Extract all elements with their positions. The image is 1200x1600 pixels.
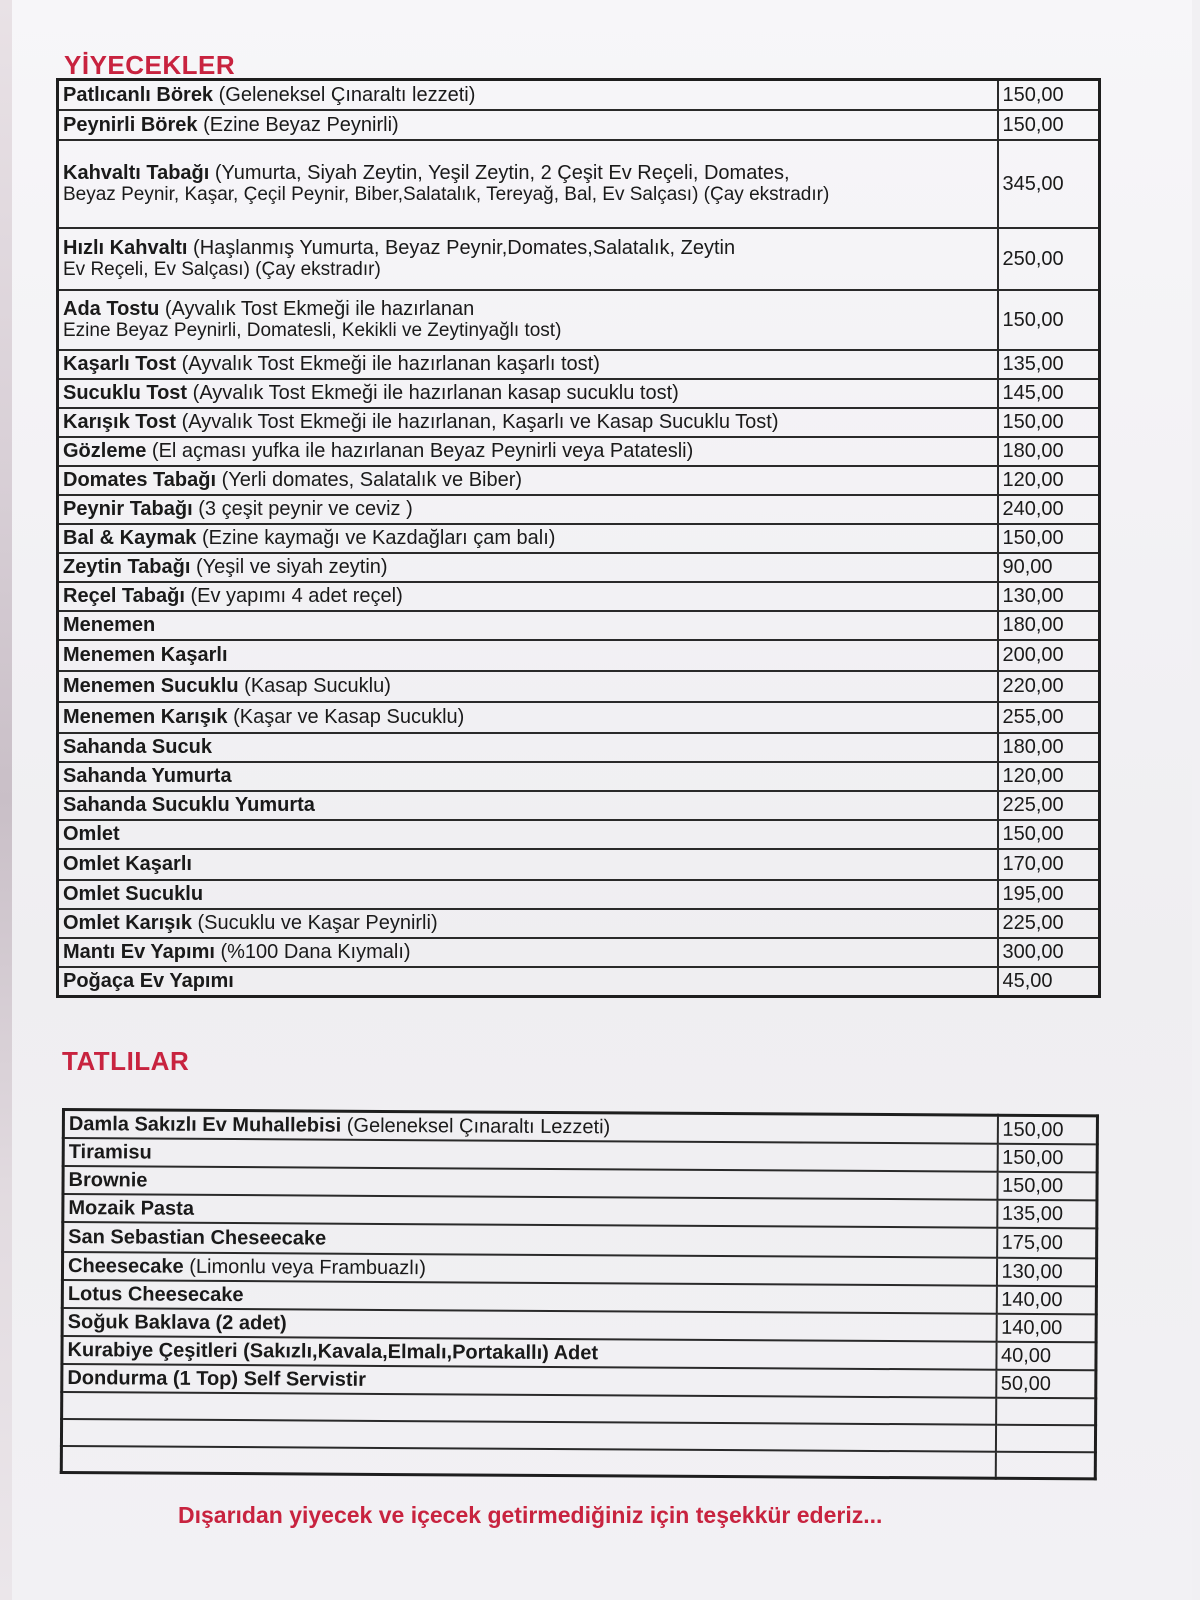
menu-item-name: San Sebastian Cheseecake <box>68 1225 327 1250</box>
menu-item-cell <box>58 495 998 524</box>
menu-item-cell <box>58 640 998 671</box>
menu-row <box>58 140 1100 228</box>
menu-row <box>58 640 1100 671</box>
menu-item-name: Dondurma (1 Top) Self Servistir <box>67 1366 366 1391</box>
menu-row <box>58 110 1100 140</box>
menu-item-cell <box>58 702 998 733</box>
menu-row <box>58 495 1100 524</box>
menu-item-description: (Yumurta, Siyah Zeytin, Yeşil Zeytin, 2 Çeşit Ev Reçeli, Domates, <box>214 161 790 184</box>
menu-item-cell <box>58 110 998 140</box>
menu-row <box>58 671 1100 702</box>
menu-item-name: Ada Tostu <box>63 297 160 320</box>
menu-item-name: Mantı Ev Yapımı <box>63 941 215 963</box>
menu-item-price: 135,00 <box>997 1199 1097 1228</box>
menu-item-description: (Kasap Sucuklu) <box>244 675 391 697</box>
menu-item-price: 200,00 <box>998 640 1100 671</box>
menu-item-name: Sucuklu Tost <box>63 382 188 404</box>
menu-row <box>58 611 1100 640</box>
menu-item-price: 120,00 <box>998 762 1100 791</box>
menu-item-price <box>995 1424 1095 1452</box>
menu-item-name: Omlet <box>63 823 120 845</box>
menu-item-cell <box>58 671 998 702</box>
menu-item-price <box>995 1451 1095 1479</box>
menu-item-name: Omlet Kaşarlı <box>63 853 192 875</box>
menu-item-description: (Sucuklu ve Kaşar Peynirli) <box>197 912 438 934</box>
menu-item-cell <box>58 938 998 967</box>
menu-row <box>58 909 1100 938</box>
menu-item-name: Tiramisu <box>68 1140 152 1164</box>
menu-item-name: Bal & Kaymak <box>63 527 197 549</box>
menu-row <box>58 290 1100 350</box>
menu-row <box>58 524 1100 553</box>
menu-item-cell <box>58 880 998 909</box>
menu-item-cell <box>58 733 998 762</box>
menu-item-name: Menemen <box>63 614 156 636</box>
menu-item-cell <box>58 466 998 495</box>
menu-item-description: (Yerli domates, Salatalık ve Biber) <box>221 469 523 491</box>
menu-item-price: 220,00 <box>998 671 1100 702</box>
menu-row <box>58 350 1100 379</box>
menu-item-cell <box>58 553 998 582</box>
menu-item-cell <box>58 379 998 408</box>
menu-item-cell <box>58 80 998 110</box>
menu-item-name: Omlet Sucuklu <box>63 883 204 905</box>
menu-item-price: 40,00 <box>996 1341 1096 1370</box>
menu-item-description-line2: Beyaz Peynir, Kaşar, Çeçil Peynir, Biber,Salatalık, Tereyağ, Bal, Ev Salçası) (Çay ekstradır) <box>63 183 830 205</box>
menu-item-price: 45,00 <box>998 967 1100 997</box>
menu-item-description: (Ezine kaymağı ve Kazdağları çam balı) <box>201 527 556 549</box>
menu-item-price: 150,00 <box>998 820 1100 849</box>
menu-item-name: Menemen Karışık <box>63 706 228 728</box>
menu-item-description: (Geleneksel Çınaraltı lezzeti) <box>218 83 476 106</box>
menu-item-price: 90,00 <box>998 553 1100 582</box>
menu-item-name: Zeytin Tabağı <box>63 556 191 578</box>
menu-item-name: Domates Tabağı <box>63 469 216 491</box>
menu-item-cell <box>58 791 998 820</box>
menu-item-name: Menemen Sucuklu <box>63 675 239 697</box>
menu-item-price: 150,00 <box>998 524 1100 553</box>
menu-item-description: (Ayvalık Tost Ekmeği ile hazırlanan <box>164 297 475 320</box>
menu-item-name: Poğaça Ev Yapımı <box>63 970 234 993</box>
menu-item-price: 345,00 <box>998 140 1100 228</box>
menu-row <box>58 762 1100 791</box>
menu-item-cell <box>61 1446 995 1479</box>
menu-item-name: Sahanda Sucuk <box>63 736 212 758</box>
menu-row <box>58 437 1100 466</box>
menu-item-price: 140,00 <box>996 1313 1096 1342</box>
menu-item-name: Sahanda Yumurta <box>63 765 232 787</box>
menu-item-description: (Ev yapımı 4 adet reçel) <box>190 585 403 607</box>
menu-item-description-line2: Ev Reçeli, Ev Salçası) (Çay ekstradır) <box>63 258 381 280</box>
menu-item-price: 150,00 <box>998 80 1100 110</box>
menu-item-description: (Ezine Beyaz Peynirli) <box>203 113 399 136</box>
menu-item-cell <box>58 582 998 611</box>
menu-item-price: 135,00 <box>998 350 1100 379</box>
menu-item-price: 175,00 <box>997 1227 1097 1258</box>
menu-item-price: 225,00 <box>998 909 1100 938</box>
menu-item-price: 300,00 <box>998 938 1100 967</box>
menu-item-price: 50,00 <box>996 1369 1096 1398</box>
menu-item-cell <box>58 611 998 640</box>
menu-item-cell <box>58 228 998 290</box>
menu-row <box>61 1446 1095 1479</box>
menu-item-description-line2: Ezine Beyaz Peynirli, Domatesli, Kekikli ve Zeytinyağlı tost) <box>63 319 562 341</box>
menu-item-price: 150,00 <box>997 1143 1097 1172</box>
menu-item-cell <box>58 762 998 791</box>
menu-row <box>58 702 1100 733</box>
menu-item-description: (Kaşar ve Kasap Sucuklu) <box>233 706 465 728</box>
menu-row <box>58 967 1100 997</box>
menu-item-price: 150,00 <box>998 408 1100 437</box>
menu-item-description: (Ayvalık Tost Ekmeği ile hazırlanan kasap sucuklu tost) <box>192 382 679 404</box>
menu-item-description: (%100 Dana Kıymalı) <box>220 941 411 963</box>
menu-item-price: 255,00 <box>998 702 1100 733</box>
menu-item-name: Kaşarlı Tost <box>63 353 176 375</box>
menu-item-description: (Yeşil ve siyah zeytin) <box>195 556 388 578</box>
menu-item-name: Menemen Kaşarlı <box>63 644 228 666</box>
menu-item-cell <box>58 967 998 997</box>
menu-item-price: 180,00 <box>998 733 1100 762</box>
menu-item-name: Patlıcanlı Börek <box>63 83 214 106</box>
menu-item-name: Peynirli Börek <box>63 113 198 136</box>
menu-item-description: (Ayvalık Tost Ekmeği ile hazırlanan kaşarlı tost) <box>181 353 600 375</box>
menu-item-name: Brownie <box>68 1168 148 1192</box>
menu-item-cell <box>58 849 998 880</box>
menu-item-cell <box>58 437 998 466</box>
menu-row <box>58 379 1100 408</box>
menu-item-name: Sahanda Sucuklu Yumurta <box>63 794 315 816</box>
menu-row <box>58 466 1100 495</box>
menu-item-price: 150,00 <box>997 1115 1097 1144</box>
menu-item-cell <box>58 140 998 228</box>
menu-item-name: Mozaik Pasta <box>68 1196 195 1220</box>
menu-item-price: 195,00 <box>998 880 1100 909</box>
menu-item-price: 150,00 <box>998 290 1100 350</box>
menu-item-price: 130,00 <box>996 1257 1096 1286</box>
menu-item-name: Omlet Karışık <box>63 912 192 934</box>
menu-item-cell <box>58 524 998 553</box>
menu-row <box>58 820 1100 849</box>
menu-item-description: (Haşlanmış Yumurta, Beyaz Peynir,Domates,Salatalık, Zeytin <box>193 236 736 259</box>
menu-row <box>58 228 1100 290</box>
food-section-title: YİYECEKLER <box>64 50 236 80</box>
menu-item-name: Peynir Tabağı <box>63 498 193 520</box>
menu-item-name: Kurabiye Çeşitleri (Sakızlı,Kavala,Elmalı,Portakallı) Adet <box>67 1338 599 1364</box>
menu-row <box>58 880 1100 909</box>
dessert-section-title: TATLILAR <box>62 1046 190 1076</box>
menu-item-price: 180,00 <box>998 437 1100 466</box>
menu-item-price: 130,00 <box>998 582 1100 611</box>
dessert-menu-table <box>60 1108 1099 1480</box>
menu-item-cell <box>58 408 998 437</box>
menu-item-name: Damla Sakızlı Ev Muhallebisi <box>68 1112 342 1137</box>
menu-item-price: 240,00 <box>998 495 1100 524</box>
menu-item-name: Hızlı Kahvaltı <box>63 236 188 259</box>
menu-item-name: Soğuk Baklava (2 adet) <box>67 1310 287 1334</box>
menu-row <box>58 733 1100 762</box>
menu-row <box>58 582 1100 611</box>
menu-item-price: 150,00 <box>998 110 1100 140</box>
menu-row <box>58 938 1100 967</box>
menu-item-description: (Ayvalık Tost Ekmeği ile hazırlanan, Kaşarlı ve Kasap Sucuklu Tost) <box>181 411 779 433</box>
menu-item-description: (El açması yufka ile hazırlanan Beyaz Peynirli veya Patatesli) <box>151 440 694 462</box>
menu-item-cell <box>58 350 998 379</box>
menu-item-name: Reçel Tabağı <box>63 585 185 607</box>
menu-item-price <box>996 1397 1096 1425</box>
menu-item-name: Cheesecake <box>67 1254 184 1278</box>
menu-item-price: 250,00 <box>998 228 1100 290</box>
menu-item-description: (Geleneksel Çınaraltı Lezzeti) <box>346 1114 611 1139</box>
menu-item-description: (3 çeşit peynir ve ceviz ) <box>198 498 413 520</box>
menu-item-name: Gözleme <box>63 440 147 462</box>
menu-item-name: Kahvaltı Tabağı <box>63 161 210 184</box>
menu-item-cell <box>58 909 998 938</box>
menu-item-price: 225,00 <box>998 791 1100 820</box>
page-edge-shadow <box>0 0 12 1600</box>
menu-row <box>58 791 1100 820</box>
menu-item-cell <box>58 290 998 350</box>
menu-row <box>58 553 1100 582</box>
menu-item-price: 180,00 <box>998 611 1100 640</box>
menu-item-name: Karışık Tost <box>63 411 176 433</box>
menu-item-price: 150,00 <box>997 1171 1097 1200</box>
menu-item-price: 120,00 <box>998 466 1100 495</box>
menu-item-cell <box>58 820 998 849</box>
menu-item-description: (Limonlu veya Frambuazlı) <box>189 1255 427 1279</box>
menu-row <box>58 849 1100 880</box>
menu-item-price: 145,00 <box>998 379 1100 408</box>
menu-row <box>58 408 1100 437</box>
menu-item-name: Lotus Cheesecake <box>67 1282 244 1306</box>
footer-note: Dışarıdan yiyecek ve içecek getirmediğiniz için teşekkür ederiz... <box>178 1502 883 1528</box>
food-menu-table <box>56 78 1101 998</box>
menu-row <box>58 80 1100 110</box>
menu-item-price: 170,00 <box>998 849 1100 880</box>
menu-item-price: 140,00 <box>996 1285 1096 1314</box>
